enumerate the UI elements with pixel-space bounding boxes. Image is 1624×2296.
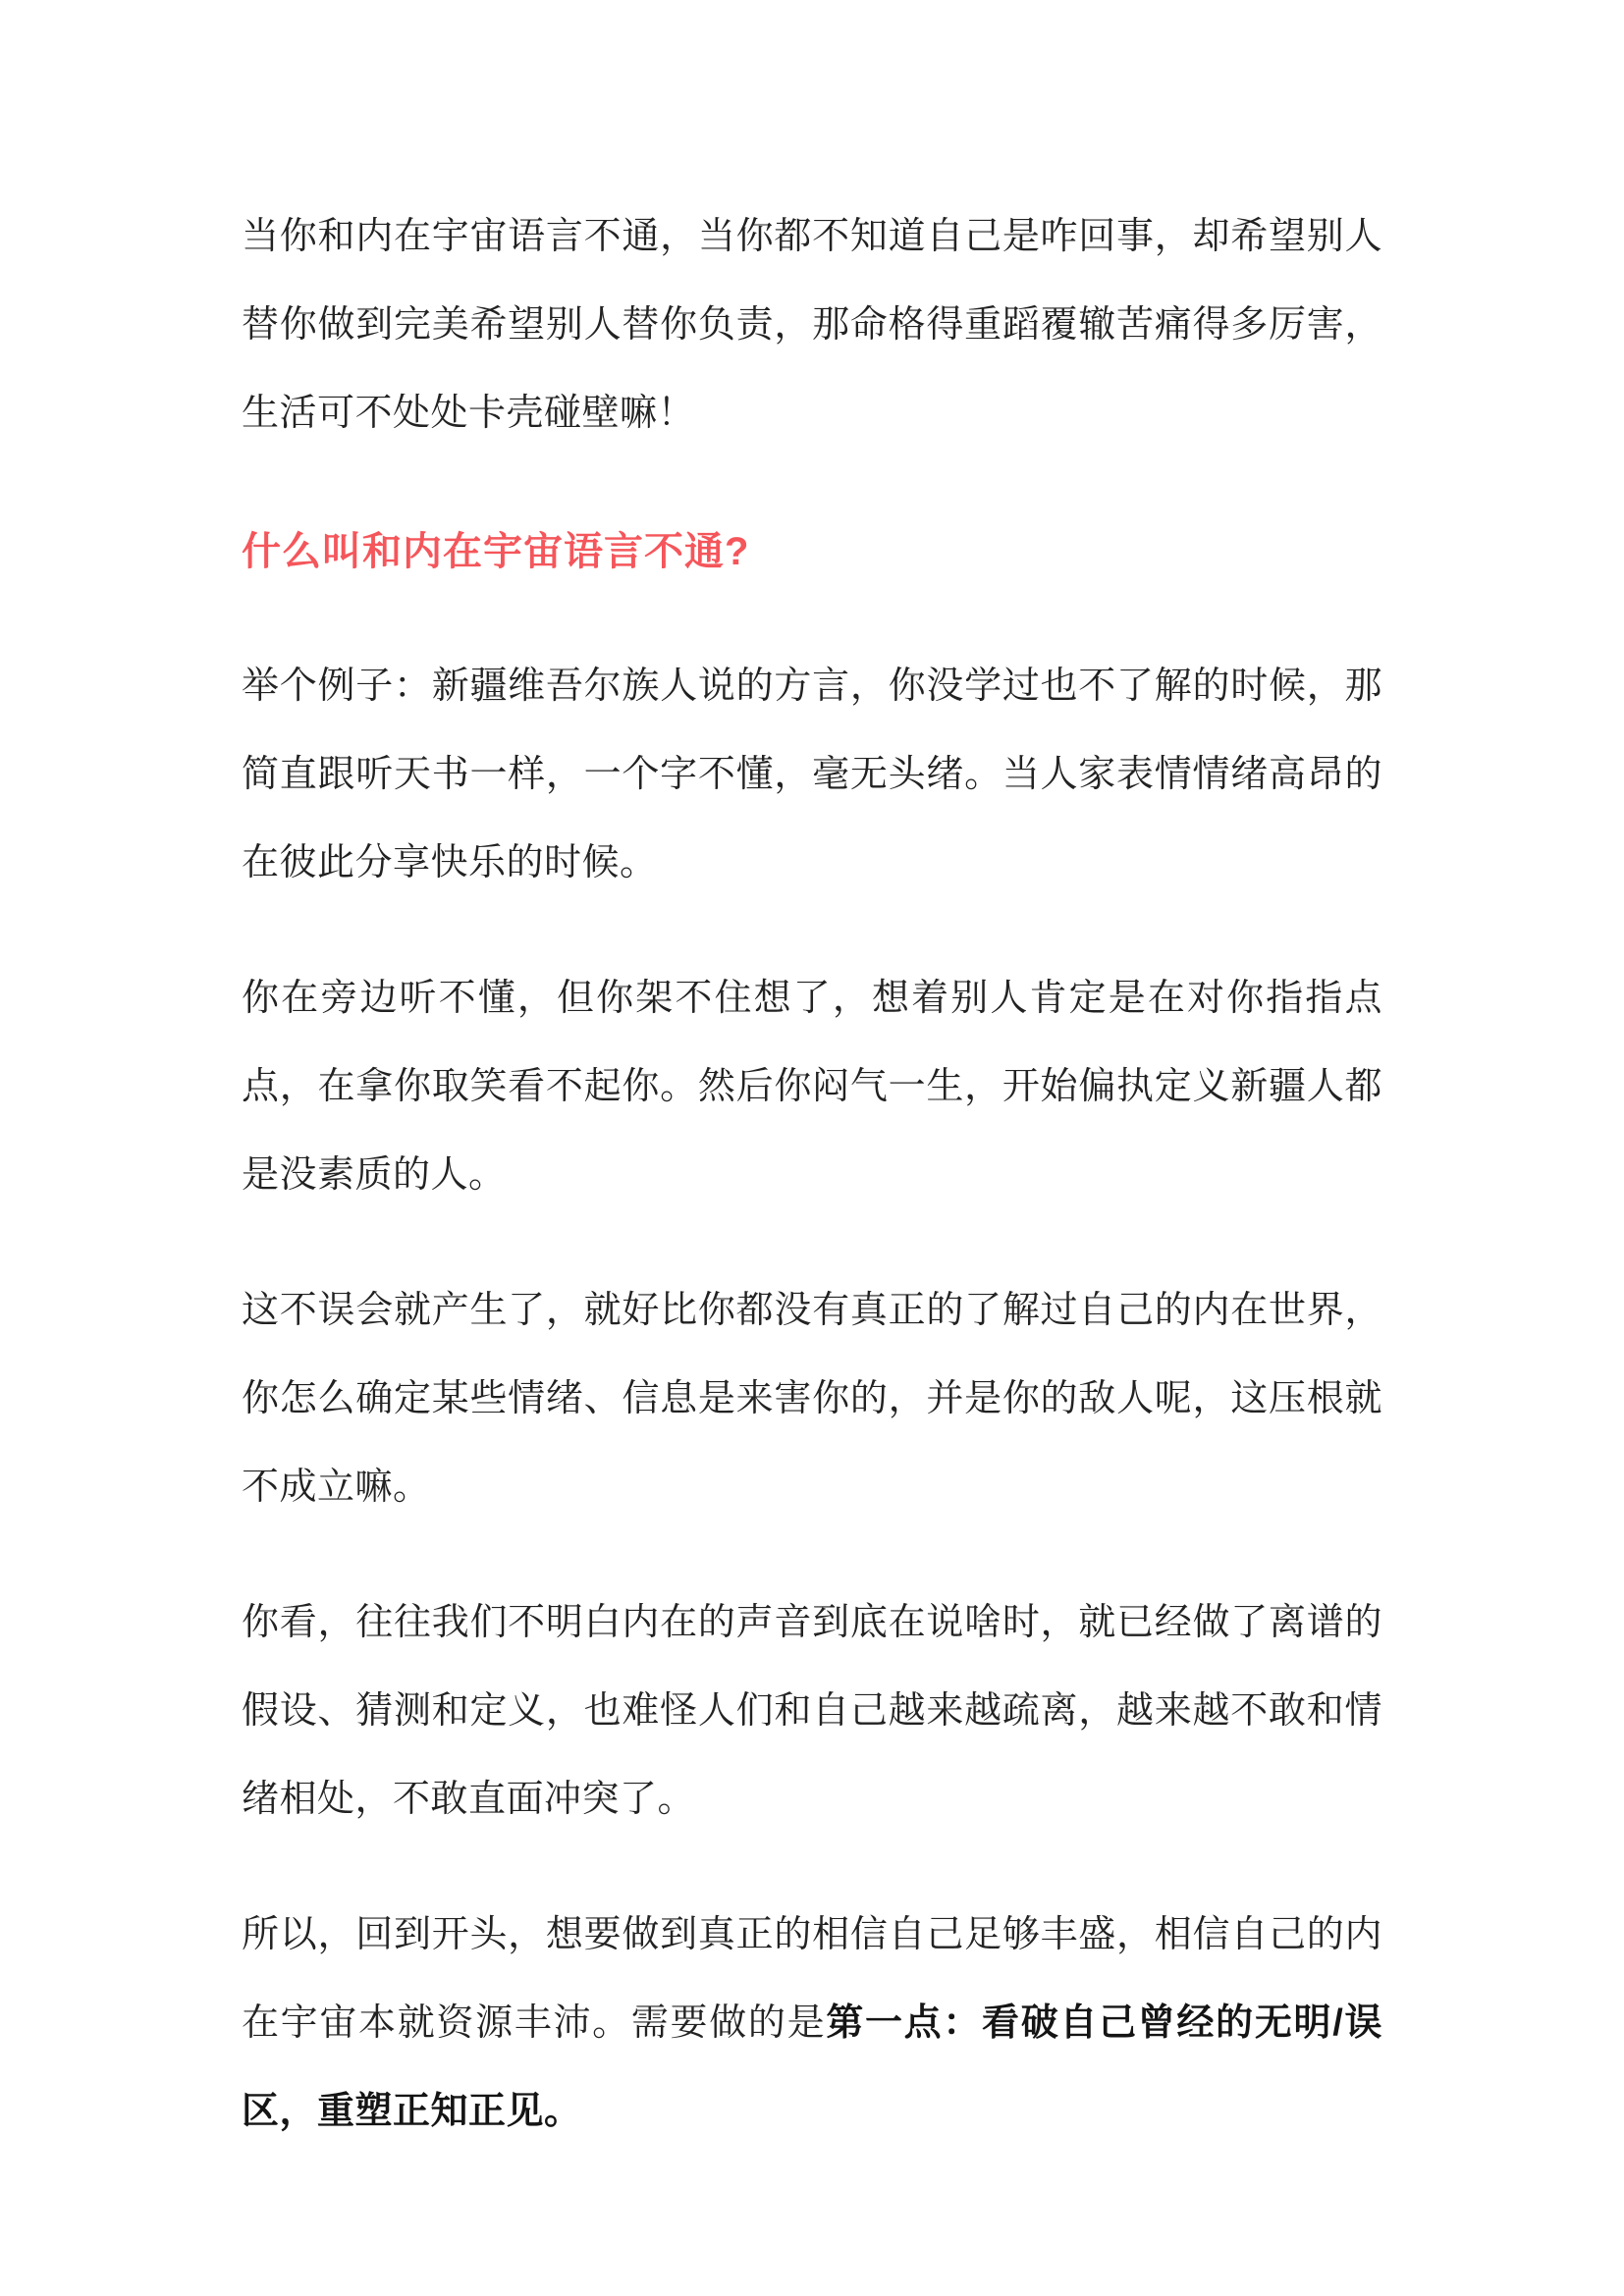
paragraph-6-emphasis-first-point: 第一点：看破自己曾经的无明/误区，重塑正知正见。 — [242, 2002, 1382, 2132]
section-heading-what-is-language-barrier: 什么叫和内在宇宙语言不通? — [242, 530, 750, 573]
paragraph-1: 当你和内在宇宙语言不通，当你都不知道自己是咋回事，却希望别人替你做到完美希望别人替你负责，那命格得重蹈覆辙苦痛得多厉害，生活可不处处卡壳碰壁嘛！ — [242, 216, 1382, 434]
paragraph-6 — [242, 1891, 1382, 2156]
paragraph-4: 这不误会就产生了，就好比你都没有真正的了解过自己的内在世界，你怎么确定某些情绪、信息是来害你的，并是你的敌人呢，这压根就不成立嘛。 — [242, 1290, 1382, 1508]
paragraph-2: 举个例子：新疆维吾尔族人说的方言，你没学过也不了解的时候，那简直跟听天书一样，一个字不懂，毫无头绪。当人家表情情绪高昂的在彼此分享快乐的时候。 — [242, 666, 1382, 883]
paragraph-5: 你看，往往我们不明白内在的声音到底在说啥时，就已经做了离谱的假设、猜测和定义，也难怪人们和自己越来越疏离，越来越不敢和情绪相处，不敢直面冲突了。 — [242, 1602, 1382, 1820]
paragraph-3: 你在旁边听不懂，但你架不住想了，想着别人肯定是在对你指指点点，在拿你取笑看不起你。然后你闷气一生，开始偏执定义新疆人都是没素质的人。 — [242, 978, 1382, 1196]
paragraph-6-normal-text: 所以，回到开头，想要做到真正的相信自己足够丰盛，相信自己的内在宇宙本就资源丰沛。需要做的是 — [242, 1914, 1382, 2044]
section-heading-block — [242, 522, 1382, 581]
document-content — [242, 0, 1382, 2156]
